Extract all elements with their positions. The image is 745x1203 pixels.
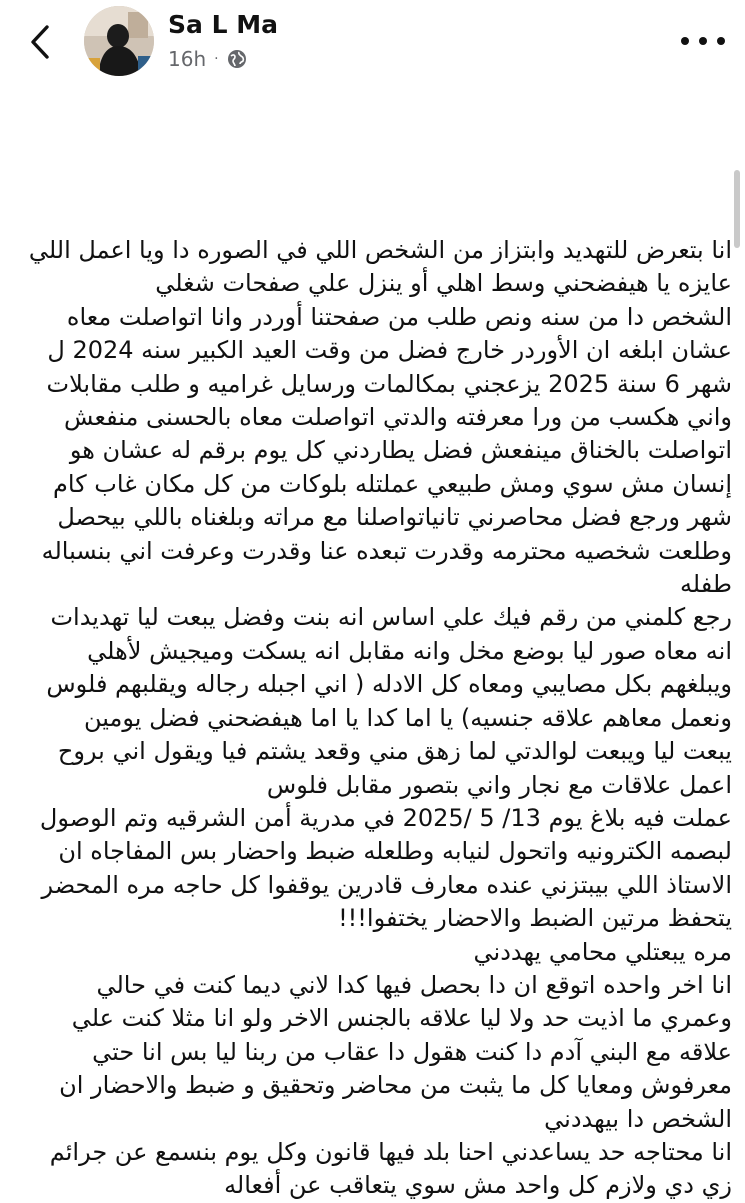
post-line: زي دي ولازم كل واحد مش سوي يتعاقب عن أفعاله (224, 1171, 732, 1200)
post-line: واني هكسب من ورا معرفته والدتي اتواصلت معاه بالحسنى منفعش (63, 403, 732, 432)
globe-icon[interactable] (227, 49, 247, 69)
post-line: انه معاه صور ليا بوضع مخل وانه مقابل انه يسكت وميجيش لأهلي (87, 636, 732, 665)
post-line: يبعت ليا ويبعت لوالدتي لما زهق مني وقعد يشتم فيا ويقول اني بروح (57, 737, 732, 766)
post-line: معرفوش ومعايا كل ما يثبت من محاضر وتحقيق و ضبط والاحضار ان (59, 1071, 732, 1100)
more-horizontal-icon (681, 37, 689, 45)
post-line: الشخص دا بيهددني (544, 1104, 732, 1133)
post-line: انا بتعرض للتهديد وابتزاز من الشخص اللي في الصوره دا ويا اعمل اللي (28, 236, 732, 264)
author-name[interactable]: Sa L Ma (168, 10, 278, 39)
post-line: عملت فيه بلاغ يوم 13/ 5 /2025 في مدرية أمن الشرقيه وتم الوصول (39, 803, 732, 832)
post-line: لبصمه الكترونيه واتحول لنيابه وطلعله ضبط واحضار بس المفاجاه ان (58, 837, 732, 866)
profile-photo (84, 6, 154, 76)
back-button[interactable] (22, 20, 58, 64)
post-timestamp[interactable]: 16h (168, 47, 207, 71)
avatar[interactable] (84, 6, 154, 76)
post-line: انا اخر واحده اتوقع ان دا بحصل فيها كدا لاني ديما كنت في حالي (96, 970, 732, 999)
post-line: يتحفظ مرتين الضبط والاحضار يختفوا!!! (338, 904, 732, 933)
post-line: علاقه مع البني آدم دا كنت هقول دا عقاب من ربنا ليا بس انا حتي (92, 1037, 732, 1066)
post-line: وعمري ما اذيت حد ولا ليا علاقه بالجنس الاخر ولو انا مثلا كنت علي (71, 1004, 732, 1033)
post-line: وطلعت شخصيه محترمه وقدرت تبعده عنا وقدرت وعرفت اني بنسباله (41, 536, 732, 565)
post-line: الشخص دا من سنه ونص طلب من صفحتنا أوردر وانا اتواصلت معاه (66, 302, 732, 331)
post-line: شهر ورجع فضل محاصرني تانياتواصلنا مع مراته وبلغناه باللي بيحصل (57, 503, 732, 532)
post-line: رجع كلمني من رقم فيك علي اساس انه بنت وفضل يبعت ليا تهديدات (50, 603, 732, 632)
post-line: ويبلغهم بكل مصايبي ومعاه كل الادله ( اني اجبله رجاله ويقلبهم فلوس (46, 670, 732, 699)
post-line: عايزه يا هيفضحني وسط اهلي أو ينزل علي صفحات شغلي (155, 269, 732, 298)
post-meta (168, 47, 247, 71)
post-line: انا محتاجه حد يساعدني احنا بلد فيها قانون وكل يوم بنسمع عن جرائم (49, 1137, 732, 1166)
post-line: طفله (679, 570, 732, 599)
post-line: اتواصلت بالخناق مينفعش فضل يطاردني كل يوم برقم له عشان هو (69, 436, 732, 465)
post-line: إنسان مش سوي ومش طبيعي عملتله بلوكات من كل مكان غاب كام (53, 469, 732, 498)
post-header (0, 0, 745, 90)
post-line: شهر 6 سنة 2025 يزعجني بمكالمات ورسايل غراميه و طلب مقابلات (46, 369, 732, 398)
post-line: مره يبعتلي محامي يهددني (473, 937, 732, 966)
post-line: ونعمل معاهم علاقه جنسيه) يا اما كدا يا اما هيفضحني فضل يومين (84, 703, 732, 732)
chevron-left-icon (29, 24, 51, 60)
post-line: اعمل علاقات مع نجار واني بتصور مقابل فلوس (266, 770, 732, 799)
post-line: الاستاذ اللي بيبتزني عنده معارف قادرين يوقفوا كل حاجه مره المحضر (41, 870, 732, 899)
meta-separator: · (214, 51, 219, 67)
post-line: عشان ابلغه ان الأوردر خارج فضل من وقت العيد الكبير سنه 2024 ل (47, 336, 732, 365)
more-options-button[interactable] (681, 26, 725, 56)
scrollbar[interactable] (734, 170, 740, 248)
post-text (20, 234, 732, 1203)
